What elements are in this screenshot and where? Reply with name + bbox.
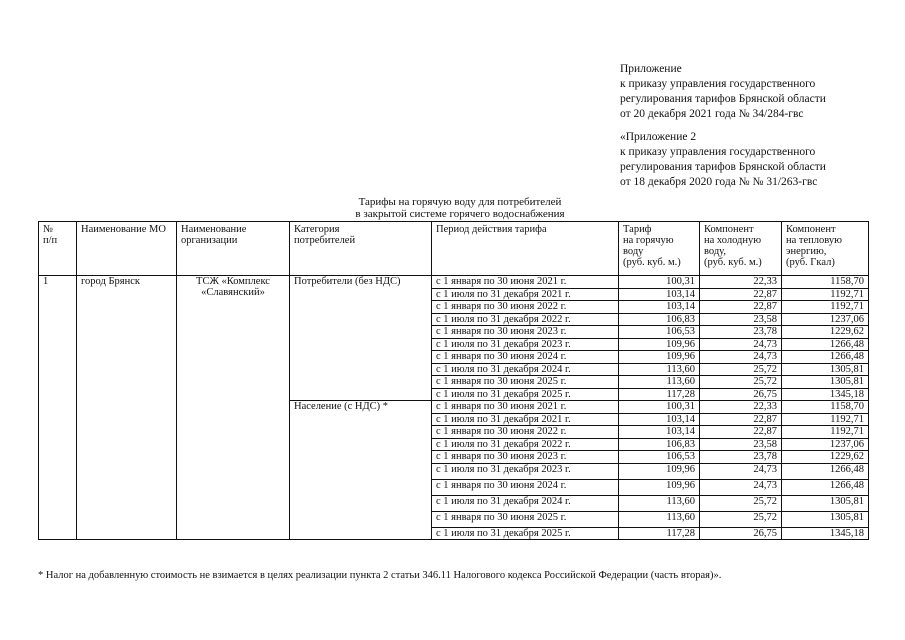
tariff-period: с 1 января по 30 июня 2025 г. — [432, 376, 619, 389]
heat-energy-component: 1192,71 — [782, 413, 869, 426]
hot-water-tariff: 109,96 — [619, 351, 700, 364]
tariff-period: с 1 января по 30 июня 2022 г. — [432, 426, 619, 439]
appendix-line: регулирования тарифов Брянской области — [620, 161, 826, 173]
tariff-period: с 1 июля по 31 декабря 2024 г. — [432, 363, 619, 376]
header-org: Наименование организации — [177, 222, 290, 276]
heat-energy-component: 1345,18 — [782, 527, 869, 540]
cold-water-component: 25,72 — [700, 511, 782, 527]
appendix-note-current — [620, 62, 826, 122]
cold-water-component: 23,58 — [700, 313, 782, 326]
table-title-line: в закрытой системе горячего водоснабжения — [355, 208, 565, 220]
cold-water-component: 26,75 — [700, 527, 782, 540]
heat-energy-component: 1305,81 — [782, 495, 869, 511]
cold-water-component: 24,73 — [700, 351, 782, 364]
appendix-line: Приложение — [620, 63, 682, 75]
tariff-period: с 1 июля по 31 декабря 2022 г. — [432, 438, 619, 451]
hot-water-tariff: 113,60 — [619, 363, 700, 376]
cold-water-component: 23,58 — [700, 438, 782, 451]
hot-water-tariff: 106,53 — [619, 451, 700, 464]
table-title-line: Тарифы на горячую воду для потребителей — [358, 196, 562, 208]
tariff-period: с 1 января по 30 июня 2021 г. — [432, 401, 619, 414]
cold-water-component: 25,72 — [700, 363, 782, 376]
header-period: Период действия тарифа — [432, 222, 619, 276]
hot-water-tariff: 113,60 — [619, 495, 700, 511]
tariff-period: с 1 июля по 31 декабря 2021 г. — [432, 288, 619, 301]
heat-energy-component: 1158,70 — [782, 276, 869, 289]
header-category: Категория потребителей — [290, 222, 432, 276]
footnote: * Налог на добавленную стоимость не взимается в целях реализации пункта 2 статьи 346.11 Налогового кодекса Российской Федерации (часть вторая)». — [38, 570, 722, 581]
header-mo: Наименование МО — [77, 222, 177, 276]
tariff-period: с 1 июля по 31 декабря 2023 г. — [432, 338, 619, 351]
table-row — [39, 276, 869, 289]
cold-water-component: 24,73 — [700, 479, 782, 495]
tariff-period: с 1 января по 30 июня 2021 г. — [432, 276, 619, 289]
tariff-period: с 1 января по 30 июня 2025 г. — [432, 511, 619, 527]
appendix-line: от 20 декабря 2021 года № 34/284-гвс — [620, 108, 804, 120]
table-title — [270, 196, 650, 220]
consumer-category: Население (с НДС) * — [290, 401, 432, 540]
tariff-period: с 1 июля по 31 декабря 2025 г. — [432, 527, 619, 540]
heat-energy-component: 1237,06 — [782, 313, 869, 326]
row-number: 1 — [39, 276, 77, 540]
tariff-period: с 1 июля по 31 декабря 2023 г. — [432, 463, 619, 479]
hot-water-tariff: 113,60 — [619, 511, 700, 527]
appendix-line: к приказу управления государственного — [620, 78, 816, 90]
heat-energy-component: 1266,48 — [782, 338, 869, 351]
hot-water-tariff: 100,31 — [619, 401, 700, 414]
heat-energy-component: 1266,48 — [782, 351, 869, 364]
consumer-category: Потребители (без НДС) — [290, 276, 432, 401]
tariff-table — [38, 221, 869, 540]
cold-water-component: 22,87 — [700, 301, 782, 314]
cold-water-component: 22,33 — [700, 276, 782, 289]
appendix-line: регулирования тарифов Брянской области — [620, 93, 826, 105]
cold-water-component: 23,78 — [700, 326, 782, 339]
cold-water-component: 25,72 — [700, 495, 782, 511]
tariff-period: с 1 января по 30 июня 2024 г. — [432, 479, 619, 495]
hot-water-tariff: 113,60 — [619, 376, 700, 389]
tariff-period: с 1 июля по 31 декабря 2025 г. — [432, 388, 619, 401]
hot-water-tariff: 103,14 — [619, 413, 700, 426]
cold-water-component: 24,73 — [700, 338, 782, 351]
tariff-period: с 1 января по 30 июня 2022 г. — [432, 301, 619, 314]
header-row — [39, 222, 869, 276]
organization-name-line: ТСЖ «Комплекс — [196, 276, 270, 287]
hot-water-tariff: 109,96 — [619, 463, 700, 479]
heat-energy-component: 1229,62 — [782, 451, 869, 464]
tariff-period: с 1 января по 30 июня 2023 г. — [432, 326, 619, 339]
hot-water-tariff: 106,53 — [619, 326, 700, 339]
tariff-period: с 1 января по 30 июня 2023 г. — [432, 451, 619, 464]
appendix-line: к приказу управления государственного — [620, 146, 816, 158]
heat-energy-component: 1266,48 — [782, 479, 869, 495]
heat-energy-component: 1192,71 — [782, 301, 869, 314]
cold-water-component: 25,72 — [700, 376, 782, 389]
tariff-period: с 1 июля по 31 декабря 2022 г. — [432, 313, 619, 326]
cold-water-component: 22,33 — [700, 401, 782, 414]
heat-energy-component: 1237,06 — [782, 438, 869, 451]
hot-water-tariff: 103,14 — [619, 301, 700, 314]
tariff-period: с 1 января по 30 июня 2024 г. — [432, 351, 619, 364]
header-heat-component: Компонент на тепловую энергию, (руб. Гкал) — [782, 222, 869, 276]
municipality-name: город Брянск — [77, 276, 177, 540]
header-num: № п/п — [39, 222, 77, 276]
hot-water-tariff: 103,14 — [619, 288, 700, 301]
hot-water-tariff: 117,28 — [619, 527, 700, 540]
heat-energy-component: 1305,81 — [782, 376, 869, 389]
organization-name — [177, 276, 290, 540]
header-tariff: Тариф на горячую воду (руб. куб. м.) — [619, 222, 700, 276]
heat-energy-component: 1345,18 — [782, 388, 869, 401]
hot-water-tariff: 117,28 — [619, 388, 700, 401]
cold-water-component: 22,87 — [700, 413, 782, 426]
heat-energy-component: 1305,81 — [782, 363, 869, 376]
hot-water-tariff: 100,31 — [619, 276, 700, 289]
hot-water-tariff: 106,83 — [619, 313, 700, 326]
appendix-line: «Приложение 2 — [620, 131, 697, 143]
hot-water-tariff: 109,96 — [619, 338, 700, 351]
tariff-period: с 1 июля по 31 декабря 2024 г. — [432, 495, 619, 511]
table-body — [39, 276, 869, 540]
heat-energy-component: 1266,48 — [782, 463, 869, 479]
cold-water-component: 23,78 — [700, 451, 782, 464]
hot-water-tariff: 103,14 — [619, 426, 700, 439]
cold-water-component: 22,87 — [700, 288, 782, 301]
heat-energy-component: 1305,81 — [782, 511, 869, 527]
heat-energy-component: 1192,71 — [782, 288, 869, 301]
hot-water-tariff: 109,96 — [619, 479, 700, 495]
heat-energy-component: 1192,71 — [782, 426, 869, 439]
cold-water-component: 26,75 — [700, 388, 782, 401]
organization-name-line: «Славянский» — [201, 287, 265, 298]
tariff-period: с 1 июля по 31 декабря 2021 г. — [432, 413, 619, 426]
heat-energy-component: 1158,70 — [782, 401, 869, 414]
appendix-note-previous — [620, 130, 826, 190]
appendix-line: от 18 декабря 2020 года № № 31/263-гвс — [620, 176, 818, 188]
cold-water-component: 24,73 — [700, 463, 782, 479]
header-cold-component: Компонент на холодную воду, (руб. куб. м.) — [700, 222, 782, 276]
hot-water-tariff: 106,83 — [619, 438, 700, 451]
cold-water-component: 22,87 — [700, 426, 782, 439]
heat-energy-component: 1229,62 — [782, 326, 869, 339]
